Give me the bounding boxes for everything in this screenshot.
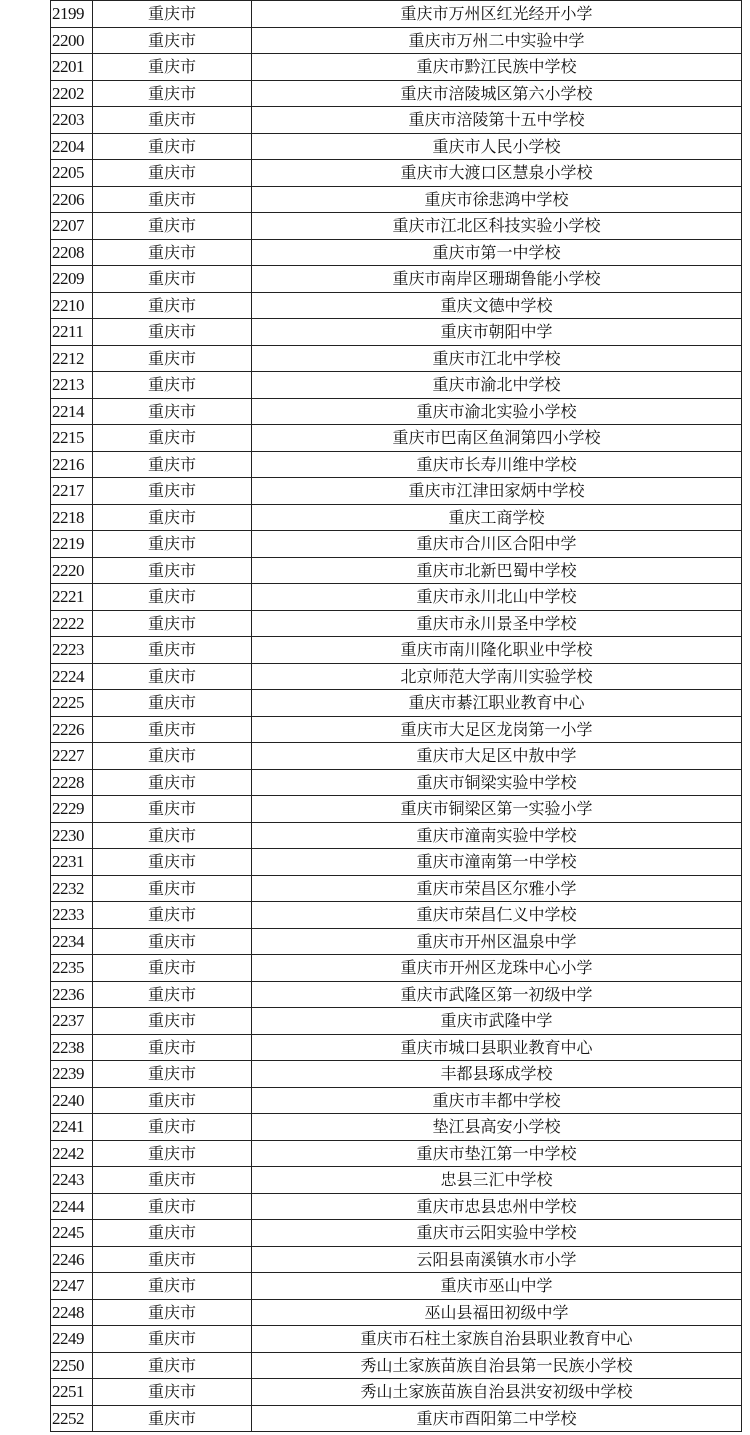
row-number-cell: 2214 [51, 398, 93, 425]
school-name-cell: 重庆市大渡口区慧泉小学校 [252, 160, 742, 187]
row-number-cell: 2229 [51, 796, 93, 823]
school-name-cell: 重庆市黔江民族中学校 [252, 54, 742, 81]
city-cell: 重庆市 [93, 319, 252, 346]
school-name-cell: 重庆市荣昌仁义中学校 [252, 902, 742, 929]
row-number-cell: 2210 [51, 292, 93, 319]
city-cell: 重庆市 [93, 902, 252, 929]
school-name-cell: 秀山土家族苗族自治县第一民族小学校 [252, 1352, 742, 1379]
row-number-cell: 2208 [51, 239, 93, 266]
table-row [51, 716, 742, 743]
city-cell: 重庆市 [93, 981, 252, 1008]
row-number-cell: 2233 [51, 902, 93, 929]
table-row [51, 1379, 742, 1406]
city-cell: 重庆市 [93, 80, 252, 107]
row-number-cell: 2228 [51, 769, 93, 796]
row-number-cell: 2222 [51, 610, 93, 637]
table-row [51, 213, 742, 240]
table-row [51, 1273, 742, 1300]
table-row [51, 690, 742, 717]
school-name-cell: 重庆市云阳实验中学校 [252, 1220, 742, 1247]
row-number-cell: 2249 [51, 1326, 93, 1353]
school-name-cell: 重庆市徐悲鸿中学校 [252, 186, 742, 213]
city-cell: 重庆市 [93, 1034, 252, 1061]
table-row [51, 557, 742, 584]
table-row [51, 663, 742, 690]
school-name-cell: 重庆市渝北实验小学校 [252, 398, 742, 425]
school-name-cell: 重庆市长寿川维中学校 [252, 451, 742, 478]
table-row [51, 743, 742, 770]
table-row [51, 1008, 742, 1035]
city-cell: 重庆市 [93, 928, 252, 955]
row-number-cell: 2206 [51, 186, 93, 213]
table-row [51, 1193, 742, 1220]
table-row [51, 133, 742, 160]
city-cell: 重庆市 [93, 1167, 252, 1194]
row-number-cell: 2247 [51, 1273, 93, 1300]
row-number-cell: 2242 [51, 1140, 93, 1167]
row-number-cell: 2243 [51, 1167, 93, 1194]
row-number-cell: 2235 [51, 955, 93, 982]
city-cell: 重庆市 [93, 1273, 252, 1300]
table-row [51, 1167, 742, 1194]
row-number-cell: 2203 [51, 107, 93, 134]
school-name-cell: 重庆文德中学校 [252, 292, 742, 319]
city-cell: 重庆市 [93, 1193, 252, 1220]
school-name-cell: 秀山土家族苗族自治县洪安初级中学校 [252, 1379, 742, 1406]
row-number-cell: 2223 [51, 637, 93, 664]
row-number-cell: 2202 [51, 80, 93, 107]
city-cell: 重庆市 [93, 769, 252, 796]
row-number-cell: 2216 [51, 451, 93, 478]
table-row [51, 54, 742, 81]
city-cell: 重庆市 [93, 743, 252, 770]
city-cell: 重庆市 [93, 1087, 252, 1114]
row-number-cell: 2205 [51, 160, 93, 187]
table-row [51, 398, 742, 425]
table-row [51, 1061, 742, 1088]
table-row [51, 981, 742, 1008]
row-number-cell: 2212 [51, 345, 93, 372]
school-name-cell: 云阳县南溪镇水市小学 [252, 1246, 742, 1273]
school-name-cell: 垫江县高安小学校 [252, 1114, 742, 1141]
table-row [51, 928, 742, 955]
table-row [51, 1140, 742, 1167]
table-row [51, 1405, 742, 1432]
school-name-cell: 重庆市涪陵城区第六小学校 [252, 80, 742, 107]
row-number-cell: 2239 [51, 1061, 93, 1088]
table-row [51, 504, 742, 531]
city-cell: 重庆市 [93, 610, 252, 637]
school-name-cell: 重庆市人民小学校 [252, 133, 742, 160]
school-name-cell: 重庆市城口县职业教育中心 [252, 1034, 742, 1061]
row-number-cell: 2230 [51, 822, 93, 849]
city-cell: 重庆市 [93, 955, 252, 982]
row-number-cell: 2217 [51, 478, 93, 505]
table-row [51, 531, 742, 558]
table-row [51, 266, 742, 293]
city-cell: 重庆市 [93, 239, 252, 266]
school-name-cell: 丰都县琢成学校 [252, 1061, 742, 1088]
row-number-cell: 2211 [51, 319, 93, 346]
row-number-cell: 2215 [51, 425, 93, 452]
city-cell: 重庆市 [93, 796, 252, 823]
school-name-cell: 北京师范大学南川实验学校 [252, 663, 742, 690]
table-row [51, 1, 742, 28]
city-cell: 重庆市 [93, 822, 252, 849]
school-name-cell: 重庆市武隆中学 [252, 1008, 742, 1035]
table-row [51, 425, 742, 452]
city-cell: 重庆市 [93, 584, 252, 611]
table-row [51, 1246, 742, 1273]
row-number-cell: 2245 [51, 1220, 93, 1247]
school-name-cell: 重庆市石柱土家族自治县职业教育中心 [252, 1326, 742, 1353]
school-name-cell: 重庆市开州区龙珠中心小学 [252, 955, 742, 982]
table-row [51, 902, 742, 929]
row-number-cell: 2213 [51, 372, 93, 399]
school-name-cell: 重庆市铜梁实验中学校 [252, 769, 742, 796]
city-cell: 重庆市 [93, 690, 252, 717]
school-name-cell: 重庆市南岸区珊瑚鲁能小学校 [252, 266, 742, 293]
table-row [51, 955, 742, 982]
row-number-cell: 2224 [51, 663, 93, 690]
school-name-cell: 重庆市綦江职业教育中心 [252, 690, 742, 717]
table-row [51, 610, 742, 637]
table-row [51, 27, 742, 54]
row-number-cell: 2226 [51, 716, 93, 743]
school-name-cell: 重庆市江北中学校 [252, 345, 742, 372]
city-cell: 重庆市 [93, 451, 252, 478]
city-cell: 重庆市 [93, 398, 252, 425]
row-number-cell: 2238 [51, 1034, 93, 1061]
table-row [51, 1299, 742, 1326]
city-cell: 重庆市 [93, 1220, 252, 1247]
table-row [51, 584, 742, 611]
table-row [51, 107, 742, 134]
city-cell: 重庆市 [93, 1, 252, 28]
row-number-cell: 2241 [51, 1114, 93, 1141]
row-number-cell: 2250 [51, 1352, 93, 1379]
city-cell: 重庆市 [93, 160, 252, 187]
row-number-cell: 2200 [51, 27, 93, 54]
school-name-cell: 重庆市铜梁区第一实验小学 [252, 796, 742, 823]
row-number-cell: 2225 [51, 690, 93, 717]
row-number-cell: 2232 [51, 875, 93, 902]
row-number-cell: 2231 [51, 849, 93, 876]
school-name-cell: 重庆市酉阳第二中学校 [252, 1405, 742, 1432]
row-number-cell: 2252 [51, 1405, 93, 1432]
school-name-cell: 重庆市北新巴蜀中学校 [252, 557, 742, 584]
city-cell: 重庆市 [93, 663, 252, 690]
school-list-body [51, 1, 742, 1432]
city-cell: 重庆市 [93, 1299, 252, 1326]
school-name-cell: 重庆市大足区中敖中学 [252, 743, 742, 770]
school-name-cell: 重庆市忠县忠州中学校 [252, 1193, 742, 1220]
school-name-cell: 巫山县福田初级中学 [252, 1299, 742, 1326]
school-name-cell: 重庆市潼南实验中学校 [252, 822, 742, 849]
city-cell: 重庆市 [93, 557, 252, 584]
city-cell: 重庆市 [93, 425, 252, 452]
school-name-cell: 重庆市武隆区第一初级中学 [252, 981, 742, 1008]
table-row [51, 796, 742, 823]
row-number-cell: 2201 [51, 54, 93, 81]
school-name-cell: 重庆市丰都中学校 [252, 1087, 742, 1114]
school-name-cell: 重庆市万州二中实验中学 [252, 27, 742, 54]
table-row [51, 1114, 742, 1141]
school-name-cell: 重庆市江北区科技实验小学校 [252, 213, 742, 240]
city-cell: 重庆市 [93, 875, 252, 902]
row-number-cell: 2227 [51, 743, 93, 770]
table-row [51, 1352, 742, 1379]
row-number-cell: 2220 [51, 557, 93, 584]
table-row [51, 186, 742, 213]
city-cell: 重庆市 [93, 478, 252, 505]
city-cell: 重庆市 [93, 531, 252, 558]
row-number-cell: 2248 [51, 1299, 93, 1326]
table-row [51, 849, 742, 876]
school-name-cell: 重庆工商学校 [252, 504, 742, 531]
row-number-cell: 2221 [51, 584, 93, 611]
city-cell: 重庆市 [93, 372, 252, 399]
school-name-cell: 重庆市渝北中学校 [252, 372, 742, 399]
school-name-cell: 重庆市巴南区鱼洞第四小学校 [252, 425, 742, 452]
city-cell: 重庆市 [93, 1405, 252, 1432]
city-cell: 重庆市 [93, 1379, 252, 1406]
school-name-cell: 重庆市开州区温泉中学 [252, 928, 742, 955]
city-cell: 重庆市 [93, 27, 252, 54]
table-row [51, 875, 742, 902]
school-name-cell: 重庆市南川隆化职业中学校 [252, 637, 742, 664]
school-name-cell: 重庆市垫江第一中学校 [252, 1140, 742, 1167]
row-number-cell: 2219 [51, 531, 93, 558]
city-cell: 重庆市 [93, 1114, 252, 1141]
school-name-cell: 重庆市永川景圣中学校 [252, 610, 742, 637]
city-cell: 重庆市 [93, 1140, 252, 1167]
school-list-table [50, 0, 742, 1432]
table-row [51, 292, 742, 319]
table-row [51, 478, 742, 505]
city-cell: 重庆市 [93, 133, 252, 160]
table-row [51, 769, 742, 796]
table-row [51, 319, 742, 346]
city-cell: 重庆市 [93, 213, 252, 240]
row-number-cell: 2244 [51, 1193, 93, 1220]
school-name-cell: 重庆市永川北山中学校 [252, 584, 742, 611]
city-cell: 重庆市 [93, 1008, 252, 1035]
school-name-cell: 重庆市潼南第一中学校 [252, 849, 742, 876]
school-name-cell: 忠县三汇中学校 [252, 1167, 742, 1194]
city-cell: 重庆市 [93, 1061, 252, 1088]
city-cell: 重庆市 [93, 637, 252, 664]
row-number-cell: 2237 [51, 1008, 93, 1035]
row-number-cell: 2207 [51, 213, 93, 240]
table-row [51, 1087, 742, 1114]
row-number-cell: 2199 [51, 1, 93, 28]
row-number-cell: 2240 [51, 1087, 93, 1114]
row-number-cell: 2246 [51, 1246, 93, 1273]
table-row [51, 372, 742, 399]
city-cell: 重庆市 [93, 716, 252, 743]
city-cell: 重庆市 [93, 1246, 252, 1273]
city-cell: 重庆市 [93, 849, 252, 876]
school-name-cell: 重庆市涪陵第十五中学校 [252, 107, 742, 134]
school-name-cell: 重庆市江津田家炳中学校 [252, 478, 742, 505]
city-cell: 重庆市 [93, 1352, 252, 1379]
row-number-cell: 2204 [51, 133, 93, 160]
row-number-cell: 2218 [51, 504, 93, 531]
row-number-cell: 2236 [51, 981, 93, 1008]
table-row [51, 160, 742, 187]
table-row [51, 1034, 742, 1061]
table-row [51, 1326, 742, 1353]
row-number-cell: 2209 [51, 266, 93, 293]
school-name-cell: 重庆市万州区红光经开小学 [252, 1, 742, 28]
school-name-cell: 重庆市第一中学校 [252, 239, 742, 266]
table-row [51, 345, 742, 372]
table-row [51, 451, 742, 478]
school-name-cell: 重庆市大足区龙岗第一小学 [252, 716, 742, 743]
city-cell: 重庆市 [93, 504, 252, 531]
city-cell: 重庆市 [93, 186, 252, 213]
school-name-cell: 重庆市朝阳中学 [252, 319, 742, 346]
table-row [51, 239, 742, 266]
city-cell: 重庆市 [93, 107, 252, 134]
city-cell: 重庆市 [93, 292, 252, 319]
row-number-cell: 2251 [51, 1379, 93, 1406]
table-row [51, 80, 742, 107]
school-name-cell: 重庆市合川区合阳中学 [252, 531, 742, 558]
school-name-cell: 重庆市荣昌区尔雅小学 [252, 875, 742, 902]
city-cell: 重庆市 [93, 1326, 252, 1353]
city-cell: 重庆市 [93, 345, 252, 372]
row-number-cell: 2234 [51, 928, 93, 955]
table-row [51, 637, 742, 664]
school-name-cell: 重庆市巫山中学 [252, 1273, 742, 1300]
table-row [51, 822, 742, 849]
table-row [51, 1220, 742, 1247]
city-cell: 重庆市 [93, 266, 252, 293]
city-cell: 重庆市 [93, 54, 252, 81]
